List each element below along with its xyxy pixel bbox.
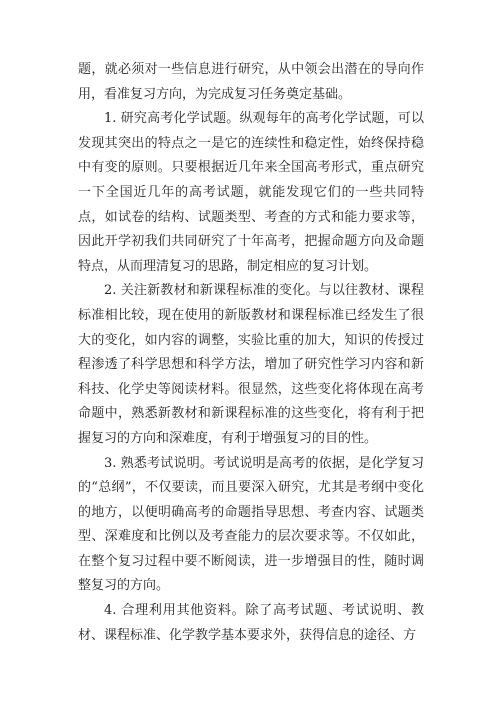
paragraph-study-exam-questions: 1. 研究高考化学试题。纵观每年的高考化学试题，可以发现其突出的特点之一是它的连续性和稳定性，始终保持稳中有变的原则。只要根据近几年来全国高考形式，重点研究一下全国近几年的高考试题，就能发现它们的一些共同特点，如试卷的结构、试题类型、考查的方式和能力要求等，因此开学初我们共同研究了十年高考，把握命题方向及命题特点，从而理清复习的思路，制定相应的复习计划。 xyxy=(78,111,424,274)
paragraph-new-textbooks: 2. 关注新教材和新课程标准的变化。与以往教材、课程标准相比较，现在使用的新版教材和课程标准已经发生了很大的变化，如内容的调整，实验比重的加大，知识的传授过程渗透了科学思想和科学方法，增加了研究性学习内容和新科技、化学史等阅读材料。很显然，这些变化将体现在高考命题中，熟悉新教材和新课程标准的这些变化，将有利于把握复习的方向和深难度，有利于增强复习的目的性。 xyxy=(78,283,424,446)
paragraph-exam-syllabus: 3. 熟悉考试说明。考试说明是高考的依据，是化学复习的“总纲”，不仅要读，而且要深入研究，尤其是考纲中变化的地方，以便明确高考的命题指导思想、考查内容、试题类型、深难度和比例以及考查能力的层次要求等。不仅如此，在整个复习过程中要不断阅读，进一步增强目的性，随时调整复习的方向。 xyxy=(78,455,424,594)
paragraph-intro-continuation: 题，就必须对一些信息进行研究，从中领会出潜在的导向作用，看准复习方向，为完成复习任务奠定基础。 xyxy=(78,62,424,102)
paragraph-other-materials: 4. 合理利用其他资料。除了高考试题、考试说明、教材、课程标准、化学教学基本要求外，获得信息的途径、方 xyxy=(78,603,424,643)
document-page xyxy=(78,58,424,648)
